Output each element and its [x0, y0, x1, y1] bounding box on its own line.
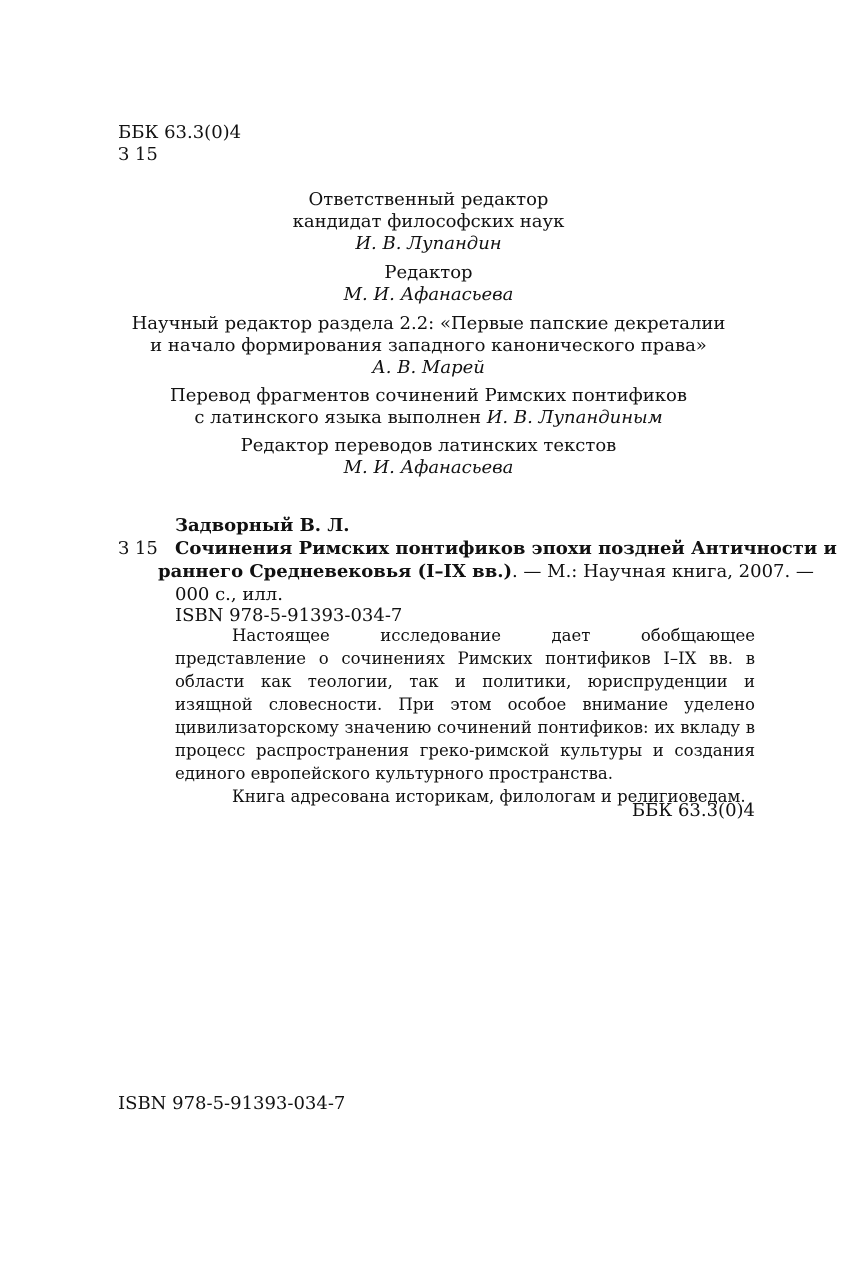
bbk-code-top: ББК 63.3(0)4	[118, 122, 242, 143]
responsible-editor-name: И. В. Лупандин	[355, 233, 502, 254]
catalog-isbn: ISBN 978-5-91393-034-7	[175, 605, 403, 626]
catalog-imprint: . — М.: Научная книга, 2007. —	[511, 561, 814, 582]
annotation-paragraph-1: Настоящее исследование дает обобщающее представление о сочинениях Римских понтификов I–IX вв. в области как теологии, так и политики, юриспруденции и изящной словесности. При этом особое внимание уделено цивилизаторскому значению сочинений понтификов: их вкладу в процесс распространения греко-римской культуры и создания единого европейского культурного пространства.	[175, 626, 755, 783]
catalog-title-line2	[158, 561, 814, 583]
scientific-editor-line1: Научный редактор раздела 2.2: «Первые папские декреталии	[131, 313, 726, 334]
responsible-editor-role: Ответственный редактор	[308, 189, 549, 210]
author-sign-top: З 15	[118, 144, 158, 165]
responsible-editor-degree: кандидат философских наук	[292, 211, 565, 232]
scientific-editor-line2: и начало формирования западного канонического права»	[150, 335, 707, 356]
editor-role: Редактор	[384, 262, 473, 283]
latin-editor-name: М. И. Афанасьева	[343, 457, 514, 478]
catalog-pages: 000 с., илл.	[175, 584, 283, 605]
bbk-code-right: ББК 63.3(0)4	[631, 800, 755, 821]
translation-prefix: с латинского языка выполнен	[194, 407, 487, 428]
catalog-author-sign: З 15	[118, 538, 158, 559]
translation-line2	[0, 407, 857, 429]
catalog-title-bold: раннего Средневековья (I–IX вв.)	[158, 561, 512, 582]
translator-name: И. В. Лупандиным	[486, 407, 663, 428]
isbn-bottom: ISBN 978-5-91393-034-7	[118, 1093, 346, 1114]
annotation	[175, 624, 755, 808]
editor-name: М. И. Афанасьева	[343, 284, 514, 305]
scientific-editor-name: А. В. Марей	[372, 357, 485, 378]
translation-line1: Перевод фрагментов сочинений Римских понтификов	[170, 385, 687, 406]
catalog-author: Задворный В. Л.	[175, 515, 350, 536]
annotation-paragraph-2: Книга адресована историкам, филологам и религиоведам.	[232, 787, 746, 806]
latin-editor-role: Редактор переводов латинских текстов	[240, 435, 617, 456]
catalog-title-line1: Сочинения Римских понтификов эпохи поздней Античности и	[175, 538, 837, 559]
